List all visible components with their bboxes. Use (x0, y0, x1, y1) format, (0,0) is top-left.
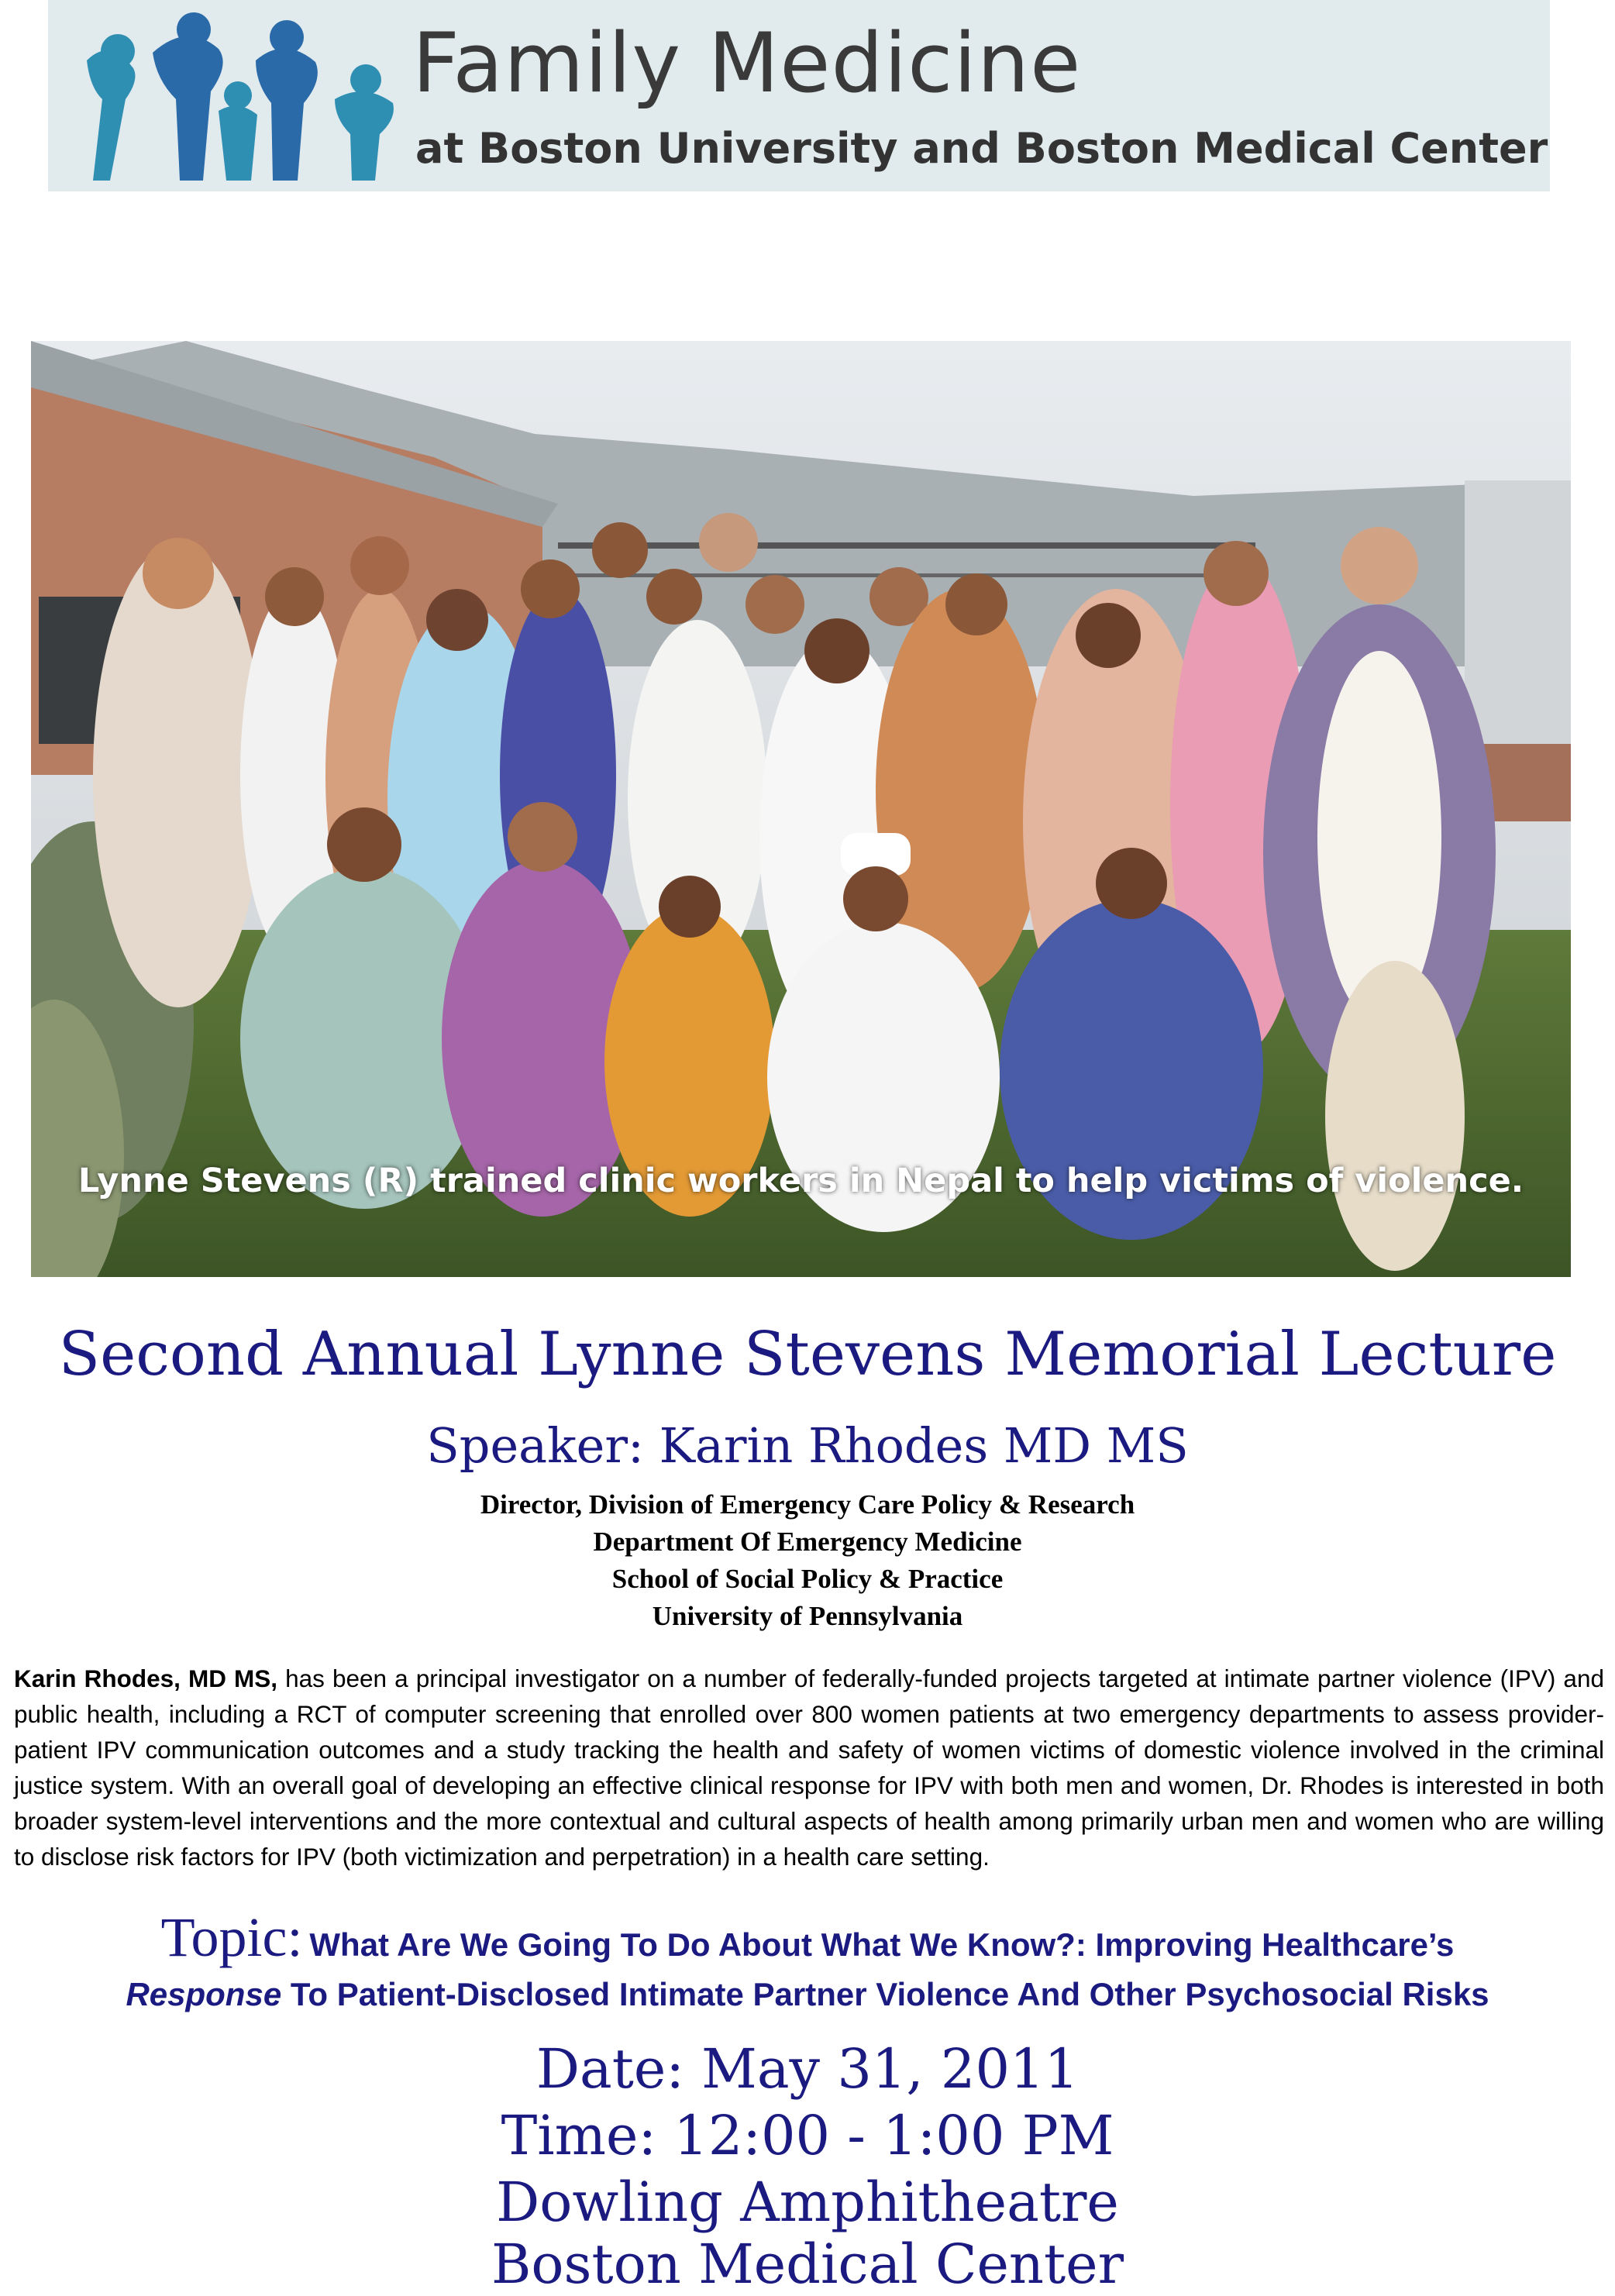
family-figures-logo-icon (79, 6, 401, 186)
affiliation-line: School of Social Policy & Practice (611, 1564, 1004, 1594)
speaker-bio (14, 1661, 1604, 1874)
event-location: Boston Medical Center (491, 2232, 1124, 2296)
affiliation-line: Director, Division of Emergency Care Policy & Research (480, 1489, 1135, 1520)
event-date: Date: May 31, 2011 (535, 2037, 1080, 2101)
header-banner (48, 0, 1550, 191)
affiliation-line: University of Pennsylvania (652, 1601, 963, 1631)
banner-subtitle: at Boston University and Boston Medical Center (415, 124, 1548, 173)
lecture-title: Second Annual Lynne Stevens Memorial Lecture (58, 1320, 1557, 1389)
speaker-line: Speaker: Karin Rhodes MD MS (426, 1417, 1189, 1474)
topic-label: Topic: (160, 1906, 303, 1968)
banner-title: Family Medicine (412, 15, 1082, 111)
photo-caption: Lynne Stevens (R) trained clinic workers in Nepal to help victims of violence. (77, 1162, 1524, 1200)
topic-line-2 (0, 1971, 1615, 2026)
bio-speaker-name: Karin Rhodes, MD MS, (14, 1664, 278, 1692)
bio-text: has been a principal investigator on a number of federally-funded projects targeted at intimate partner violence (IPV) and public health, including a RCT of computer screening that enrolled over 800 women patients at two emergency departments to assess provider-patient IPV communication outcomes and a study tracking the health and safety of women victims of domestic violence involved in the criminal justice system. With an overall goal of developing an effective clinical response for IPV with both men and women, Dr. Rhodes is interested in both broader system-level interventions and the more contextual and cultural aspects of health among primarily urban men and women who are willing to disclose risk factors for IPV (both victimization and perpetration) in a health care setting. (14, 1664, 1604, 1871)
event-time: Time: 12:00 - 1:00 PM (501, 2104, 1114, 2167)
topic-italic-word: Response (126, 1976, 282, 2012)
topic-text-line-1: What Are We Going To Do About What We Know?: Improving Healthcare’s (309, 1926, 1455, 1963)
group-photo (31, 341, 1571, 1277)
affiliation-line: Department Of Emergency Medicine (593, 1527, 1022, 1557)
event-venue: Dowling Amphitheatre (496, 2170, 1119, 2234)
topic-text-line-2: To Patient-Disclosed Intimate Partner Violence And Other Psychosocial Risks (281, 1976, 1489, 2012)
